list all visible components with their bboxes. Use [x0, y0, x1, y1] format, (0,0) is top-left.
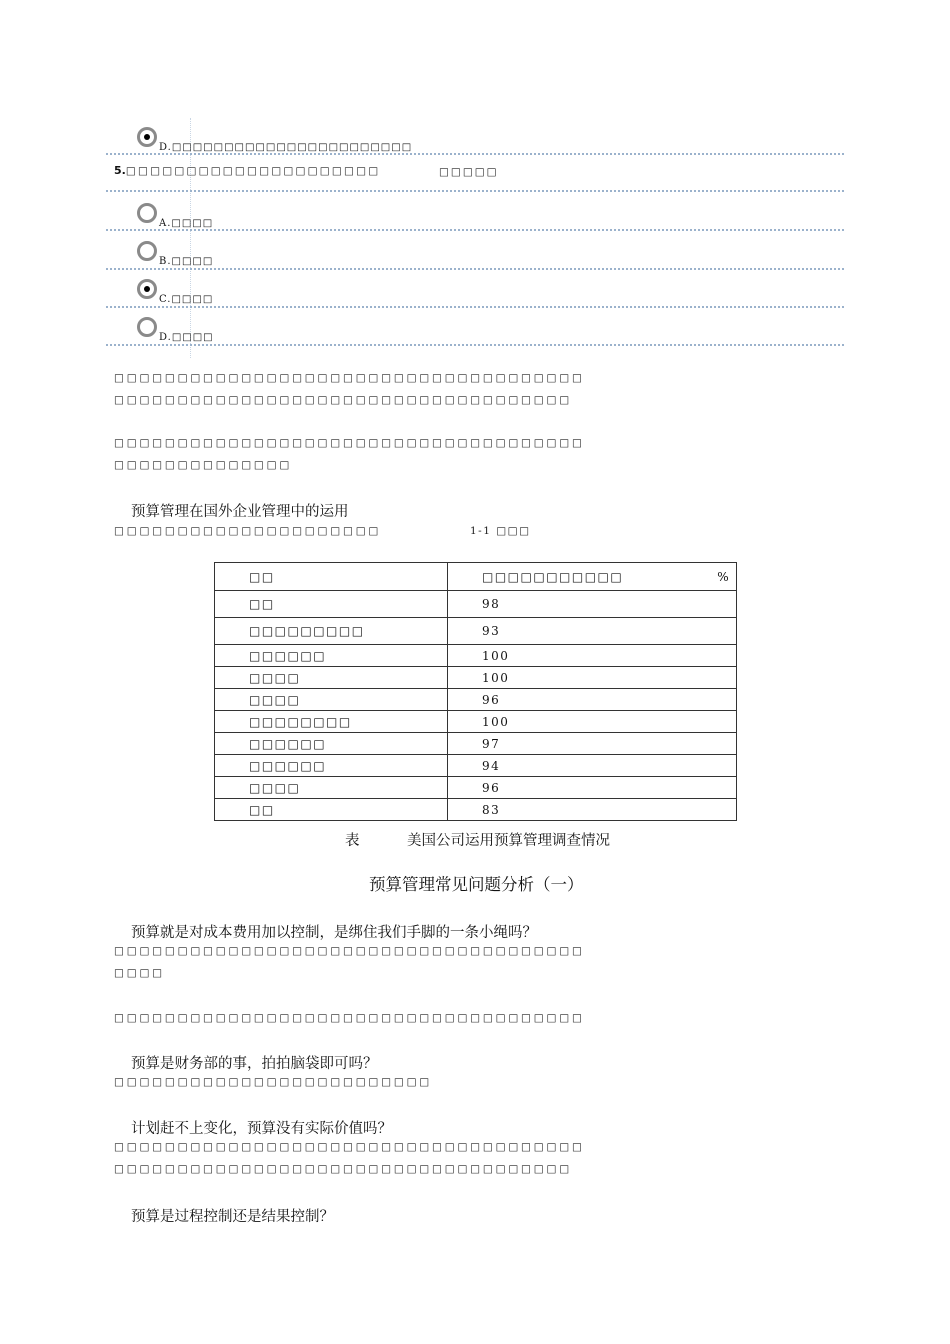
question-number: 5. [114, 164, 126, 177]
section-intro: □□□□□□□□□□□□□□□□□□□□□ [114, 525, 382, 537]
section-title: 预算管理常见问题分析（一） [369, 875, 584, 894]
radio-selected-icon[interactable] [137, 279, 157, 299]
divider [106, 268, 844, 270]
option-label: C.□□□□ [159, 293, 214, 305]
header-unit: % [717, 569, 731, 584]
question-heading: 预算就是对成本费用加以控制，是绑住我们手脚的一条小绳吗？ [131, 925, 537, 941]
table-row [215, 667, 737, 689]
table-header-row [215, 563, 737, 591]
radio-icon[interactable] [137, 241, 157, 261]
question-5 [114, 164, 380, 177]
row-value: 100 [448, 711, 737, 733]
divider [106, 306, 844, 308]
paragraph-line: □□□□□□□□□□□□□□□□□□□□□□□□□□□□□□□□□□□□□ [114, 437, 585, 449]
divider [106, 229, 844, 231]
table-caption-prefix: 表 [345, 833, 360, 849]
question-heading: 预算是过程控制还是结果控制？ [131, 1209, 334, 1225]
table-row [215, 591, 737, 618]
row-label: □□ [215, 799, 448, 821]
paragraph-line: □□□□□□□□□□□□□□□□□□□□□□□□□□□□□□□□□□□□ [114, 394, 572, 406]
paragraph-line: □□□□ [114, 967, 165, 979]
option-label: B.□□□□ [159, 255, 214, 267]
row-label: □□□□□□ [215, 733, 448, 755]
header-cell: □□ [215, 563, 448, 591]
table-row [215, 799, 737, 821]
row-value: 83 [448, 799, 737, 821]
table-reference: 1-1 □□□ [470, 525, 531, 537]
survey-table [214, 562, 737, 821]
table-row [215, 689, 737, 711]
section-heading: 预算管理在国外企业管理中的运用 [131, 504, 349, 520]
option-a[interactable] [137, 204, 213, 230]
paragraph-line: □□□□□□□□□□□□□□□□□□□□□□□□□ [114, 1076, 433, 1088]
question-heading: 计划赶不上变化，预算没有实际价值吗？ [131, 1121, 392, 1137]
paragraph-line: □□□□□□□□□□□□□□□□□□□□□□□□□□□□□□□□□□□□□ [114, 372, 585, 384]
table-row [215, 645, 737, 667]
option-label: D.□□□□ [159, 331, 214, 343]
row-value: 93 [448, 618, 737, 645]
question-text: □□□□□□□□□□□□□□□□□□□□□ [125, 165, 381, 177]
row-label: □□□□□□□□ [215, 711, 448, 733]
paragraph-line: □□□□□□□□□□□□□□□□□□□□□□□□□□□□□□□□□□□□ [114, 1163, 572, 1175]
paragraph-line: □□□□□□□□□□□□□□ [114, 459, 293, 471]
row-value: 100 [448, 645, 737, 667]
option-c[interactable] [137, 280, 213, 306]
row-label: □□□□ [215, 667, 448, 689]
table-row [215, 777, 737, 799]
table-row [215, 618, 737, 645]
paragraph-line: □□□□□□□□□□□□□□□□□□□□□□□□□□□□□□□□□□□□□ [114, 1141, 585, 1153]
option-b[interactable] [137, 242, 213, 268]
row-value: 94 [448, 755, 737, 777]
table-row [215, 711, 737, 733]
row-label: □□□□□□□□□ [215, 618, 448, 645]
divider [106, 344, 844, 346]
row-value: 97 [448, 733, 737, 755]
row-label: □□ [215, 591, 448, 618]
question-trailing: □□□□□ [439, 166, 499, 178]
row-label: □□□□ [215, 777, 448, 799]
row-label: □□□□ [215, 689, 448, 711]
radio-icon[interactable] [137, 317, 157, 337]
table-caption: 美国公司运用预算管理调查情况 [407, 833, 610, 849]
option-d-prev[interactable] [137, 128, 412, 154]
row-label: □□□□□□ [215, 645, 448, 667]
radio-icon[interactable] [137, 203, 157, 223]
option-label: D.□□□□□□□□□□□□□□□□□□□□□□□ [159, 141, 413, 153]
option-label: A.□□□□ [159, 217, 214, 229]
question-heading: 预算是财务部的事，拍拍脑袋即可吗？ [131, 1056, 378, 1072]
divider [106, 190, 844, 192]
header-text: □□□□□□□□□□□ [482, 569, 624, 584]
option-d[interactable] [137, 318, 214, 344]
row-value: 100 [448, 667, 737, 689]
row-value: 96 [448, 777, 737, 799]
header-cell [448, 563, 737, 591]
table-row [215, 755, 737, 777]
paragraph-line: □□□□□□□□□□□□□□□□□□□□□□□□□□□□□□□□□□□□□ [114, 1012, 585, 1024]
paragraph-line: □□□□□□□□□□□□□□□□□□□□□□□□□□□□□□□□□□□□□ [114, 945, 585, 957]
row-value: 96 [448, 689, 737, 711]
row-label: □□□□□□ [215, 755, 448, 777]
divider [106, 153, 844, 155]
radio-selected-icon[interactable] [137, 127, 157, 147]
table-row [215, 733, 737, 755]
row-value: 98 [448, 591, 737, 618]
